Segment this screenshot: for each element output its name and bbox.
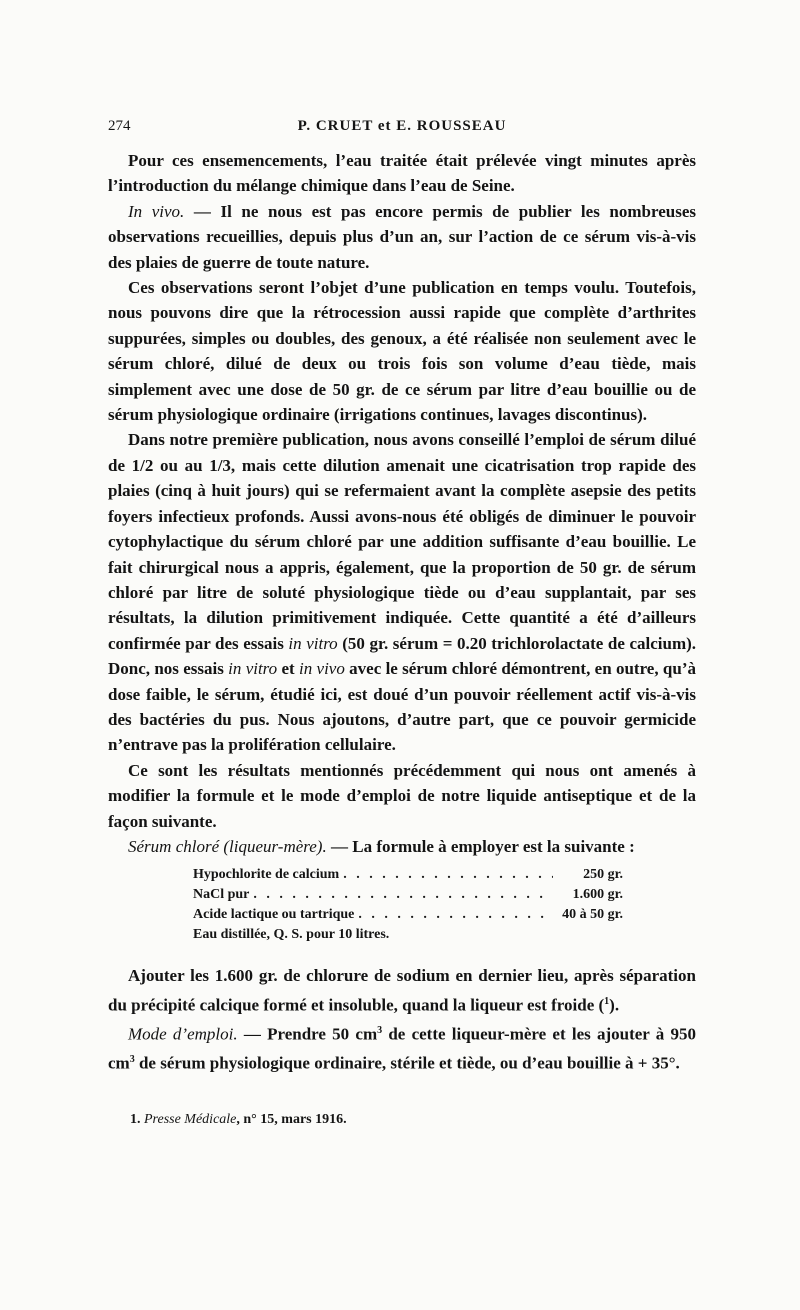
- body-text: [108, 148, 696, 1076]
- paragraph-7: [108, 963, 696, 1017]
- recipe-value: 1.600 gr.: [572, 887, 623, 903]
- paragraph-6-text: — La formule à employer est la suivante :: [326, 836, 635, 856]
- p4-italic-3: in vivo: [299, 659, 345, 679]
- paragraph-2-text: — Il ne nous est pas encore permis de publier les nombreuses observations recueillies, depuis plus d’un an, sur l’action de ce sérum vis-à-vis des plaies de guerre de toute nature.: [108, 201, 696, 272]
- p8-text-c: de sérum physiologique ordinaire, stérile et tiède, ou d’eau bouillie à + 35°.: [134, 1053, 680, 1073]
- paragraph-5: Ce sont les résultats mentionnés précédemment qui nous ont amenés à modifier la formule et le mode d’emploi de notre liquide antiseptique et de la façon suivante.: [108, 760, 696, 831]
- footnote: [130, 1112, 347, 1128]
- recipe-note: Eau distillée, Q. S. pour 10 litres.: [193, 927, 390, 943]
- recipe-value: 250 gr.: [583, 867, 623, 883]
- recipe-row: [193, 885, 623, 905]
- footnote-ref[interactable]: 1: [604, 995, 610, 1007]
- page-header: [108, 118, 696, 142]
- recipe-label: Hypochlorite de calcium: [193, 867, 340, 883]
- recipe-label: NaCl pur: [193, 887, 250, 903]
- page-number: 274: [108, 118, 131, 134]
- p4-text-c: et: [277, 659, 299, 679]
- paragraph-2: [108, 199, 696, 275]
- recipe-row: [193, 865, 623, 885]
- recipe-label: Acide lactique ou tartrique: [193, 907, 355, 923]
- paragraph-7-text: Ajouter les 1.600 gr. de chlorure de sodium en dernier lieu, après séparation du précipité calcique formé et insoluble, quand la liqueur est froide (: [108, 966, 696, 1015]
- paragraph-3: Ces observations seront l’objet d’une publication en temps voulu. Toutefois, nous pouvons dire que la rétrocession aussi rapide que complète d’arthrites suppurées, simples ou doubles, des genoux, a été réalisée non seulement avec le sérum chloré, dilué de deux ou trois fois son volume d’eau tiède, mais simplement avec une dose de 50 gr. de ce sérum par litre d’eau bouillie ou de sérum physiologique ordinaire (irrigations continues, lavages discontinus).: [108, 278, 696, 425]
- footnote-source: Presse Médicale: [144, 1112, 237, 1127]
- recipe-value: 40 à 50 gr.: [562, 907, 623, 923]
- paragraph-7-end: ).: [609, 995, 620, 1015]
- in-vivo-heading: In vivo.: [128, 201, 185, 221]
- p8-sup-2: 3: [129, 1053, 135, 1065]
- recipe-row: [193, 905, 623, 925]
- footnote-number: 1.: [130, 1112, 141, 1127]
- p4-text-b: (50 gr. sérum = 0.20 trichlorolactate de calcium). Donc, nos essais: [108, 633, 697, 679]
- recipe-table: [193, 865, 623, 945]
- p4-text-d: avec le sérum chloré démontrent, en outre, qu’à dose faible, le sérum, étudié ici, est doué d’un pouvoir réellement actif vis-à-vis des bactéries du pus. Nous ajoutons, d’autre part, que ce pouvoir germicide n’entrave pas la prolifération cellulaire.: [108, 659, 696, 755]
- p4-italic-2: in vitro: [228, 659, 278, 679]
- p4-text-a: Dans notre première publication, nous avons conseillé l’emploi de sérum dilué de 1/2 ou au 1/3, mais cette dilution amenait une cicatrisation trop rapide des plaies (cinq à huit jours) qui se refermaient avant la complète asepsie des petits foyers infectieux profonds. Aussi avons-nous été obligés de diminuer le pouvoir cytophylactique du sérum chloré par une addition suffisante d’eau bouillie. Le fait chirurgical nous a appris, également, que la proportion de 50 gr. de sérum chloré par litre de soluté physiologique tiède ou d’eau supplantait, par ses résultats, la dilution primitivement indiquée. Cette quantité a été d’ailleurs confirmée par des essais: [108, 430, 696, 653]
- p8-sup-1: 3: [377, 1024, 383, 1036]
- footnote-rest: , n° 15, mars 1916.: [236, 1112, 347, 1127]
- paragraph-1: Pour ces ensemencements, l’eau traitée était prélevée vingt minutes après l’introduction du mélange chimique dans l’eau de Seine.: [108, 151, 696, 196]
- p8-text-a: — Prendre 50 cm: [237, 1024, 378, 1044]
- paragraph-6: [108, 834, 696, 859]
- p8-text-b: de cette liqueur-mère et les ajouter à 950 cm: [108, 1024, 697, 1073]
- p4-italic-1: in vitro: [288, 633, 338, 653]
- paragraph-8: [108, 1018, 696, 1076]
- paragraph-4: [108, 427, 696, 757]
- mode-emploi-heading: Mode d’emploi.: [128, 1024, 238, 1044]
- running-title: P. CRUET et E. ROUSSEAU: [297, 118, 507, 134]
- serum-chlore-heading: Sérum chloré (liqueur-mère).: [128, 836, 327, 856]
